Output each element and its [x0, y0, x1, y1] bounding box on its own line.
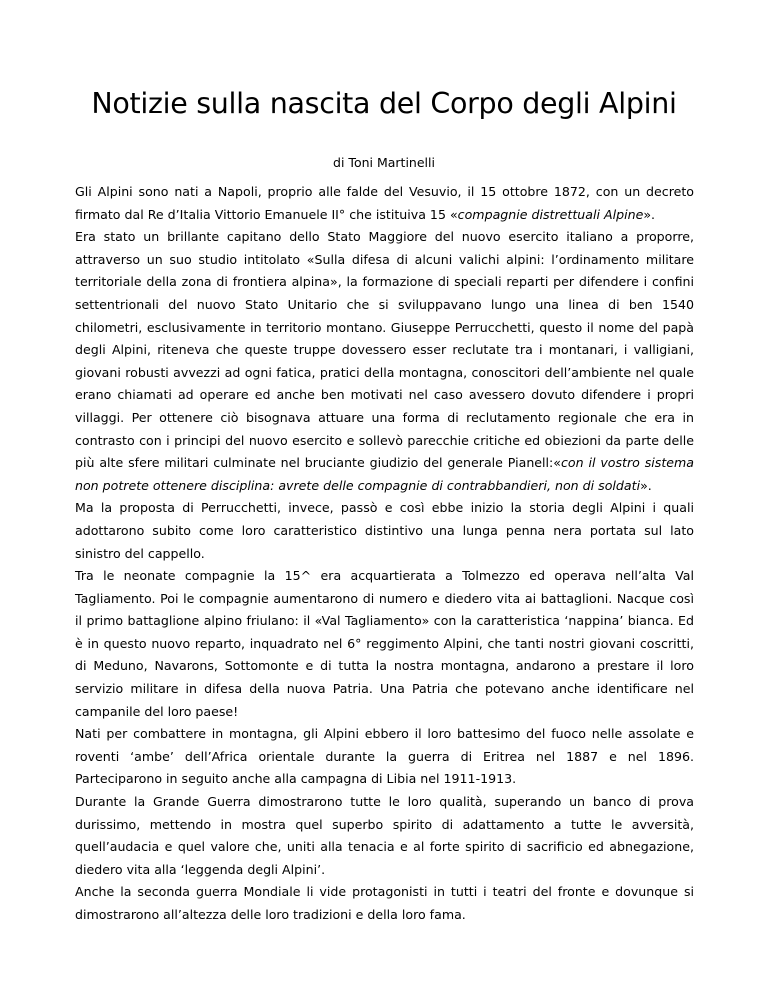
document-author: di Toni Martinelli — [333, 155, 435, 170]
paragraph-text: Era stato un brillante capitano dello Stato Maggiore del nuovo esercito italiano a proporre, attraverso un suo studio intitolato «Sulla difesa di alcuni valichi alpini: l’ordinamento militare territoriale della zona di frontiera alpina», la formazione di speciali reparti per difendere i confini settentrionali del nuovo Stato Unitario che si sviluppavano lungo una linea di ben 1540 chilometri, esclusivamente in territorio montano. Giuseppe Perrucchetti, questo il nome del papà degli Alpini, riteneva che queste truppe dovessero esser reclutate tra i montanari, i valligiani, giovani robusti avvezzi ad ogni fatica, pratici della montagna, conoscitori dell’ambiente nel quale erano chiamati ad operare ed anche ben motivati nel caso avessero dovuto difendere i propri villaggi. Per ottenere ciò bisognava attuare una forma di reclutamento regionale che era in contrasto con i principi del nuovo esercito e sollevò parecchie critiche ed obiezioni da parte delle più alte sfere militari culminate nel bruciante giudizio del generale Pianell:« — [75, 229, 694, 471]
paragraph — [75, 791, 694, 881]
paragraph-text: Gli Alpini sono nati a Napoli, proprio alle falde del Vesuvio, il 15 ottobre 1872, con un decreto firmato dal Re d’Italia Vittorio Emanuele II° che istituiva 15 « — [75, 184, 694, 222]
paragraph — [75, 723, 694, 791]
paragraph-text: Durante la Grande Guerra dimostrarono tutte le loro qualità, superando un banco di prova durissimo, mettendo in mostra quel superbo spirito di adattamento a tutte le avversità, quell’audacia e quel valore che, uniti alla tenacia e al forte spirito di sacrificio ed abnegazione, diedero vita alla ‘leggenda degli Alpini’. — [75, 794, 694, 877]
paragraph — [75, 565, 694, 723]
paragraph-text: ». — [643, 206, 656, 222]
paragraph-text: Nati per combattere in montagna, gli Alpini ebbero il loro battesimo del fuoco nelle assolate e roventi ‘ambe’ dell’Africa orientale durante la guerra di Eritrea nel 1887 e nel 1896. Parteciparono in seguito anche alla campagna di Libia nel 1911-1913. — [75, 726, 694, 787]
paragraph — [75, 881, 694, 926]
paragraph — [75, 181, 694, 226]
italic-text: compagnie distrettuali Alpine — [457, 206, 644, 222]
paragraph-text: Anche la seconda guerra Mondiale li vide protagonisti in tutti i teatri del fronte e dovunque si dimostrarono all’altezza delle loro tradizioni e della loro fama. — [75, 884, 694, 922]
paragraph-text: ». — [640, 477, 652, 493]
paragraph-text: Ma la proposta di Perrucchetti, invece, passò e così ebbe inizio la storia degli Alpini i quali adottarono subito come loro caratteristico distintivo una lunga penna nera portata sul lato sinistro del cappello. — [75, 500, 694, 561]
paragraph-text: Tra le neonate compagnie la 15^ era acquartierata a Tolmezzo ed operava nell’alta Val Tagliamento. Poi le compagnie aumentarono di numero e diedero vita ai battaglioni. Nacque così il primo battaglione alpino friulano: il «Val Tagliamento» con la caratteristica ‘nappina’ bianca. Ed è in questo nuovo reparto, inquadrato nel 6° reggimento Alpini, che tanti nostri giovani coscritti, di Meduno, Navarons, Sottomonte e di tutta la nostra montagna, andarono a prestare il loro servizio militare in difesa della nuova Patria. Una Patria che potevano anche identificare nel campanile del loro paese! — [75, 568, 694, 719]
paragraph — [75, 497, 694, 565]
paragraph — [75, 226, 694, 497]
document-body — [75, 181, 694, 927]
document-title: Notizie sulla nascita del Corpo degli Alpini — [91, 87, 677, 120]
italic-text: con il vostro sistema non potrete ottenere disciplina: avrete delle compagnie di contrabbandieri, non di soldati — [75, 455, 695, 493]
